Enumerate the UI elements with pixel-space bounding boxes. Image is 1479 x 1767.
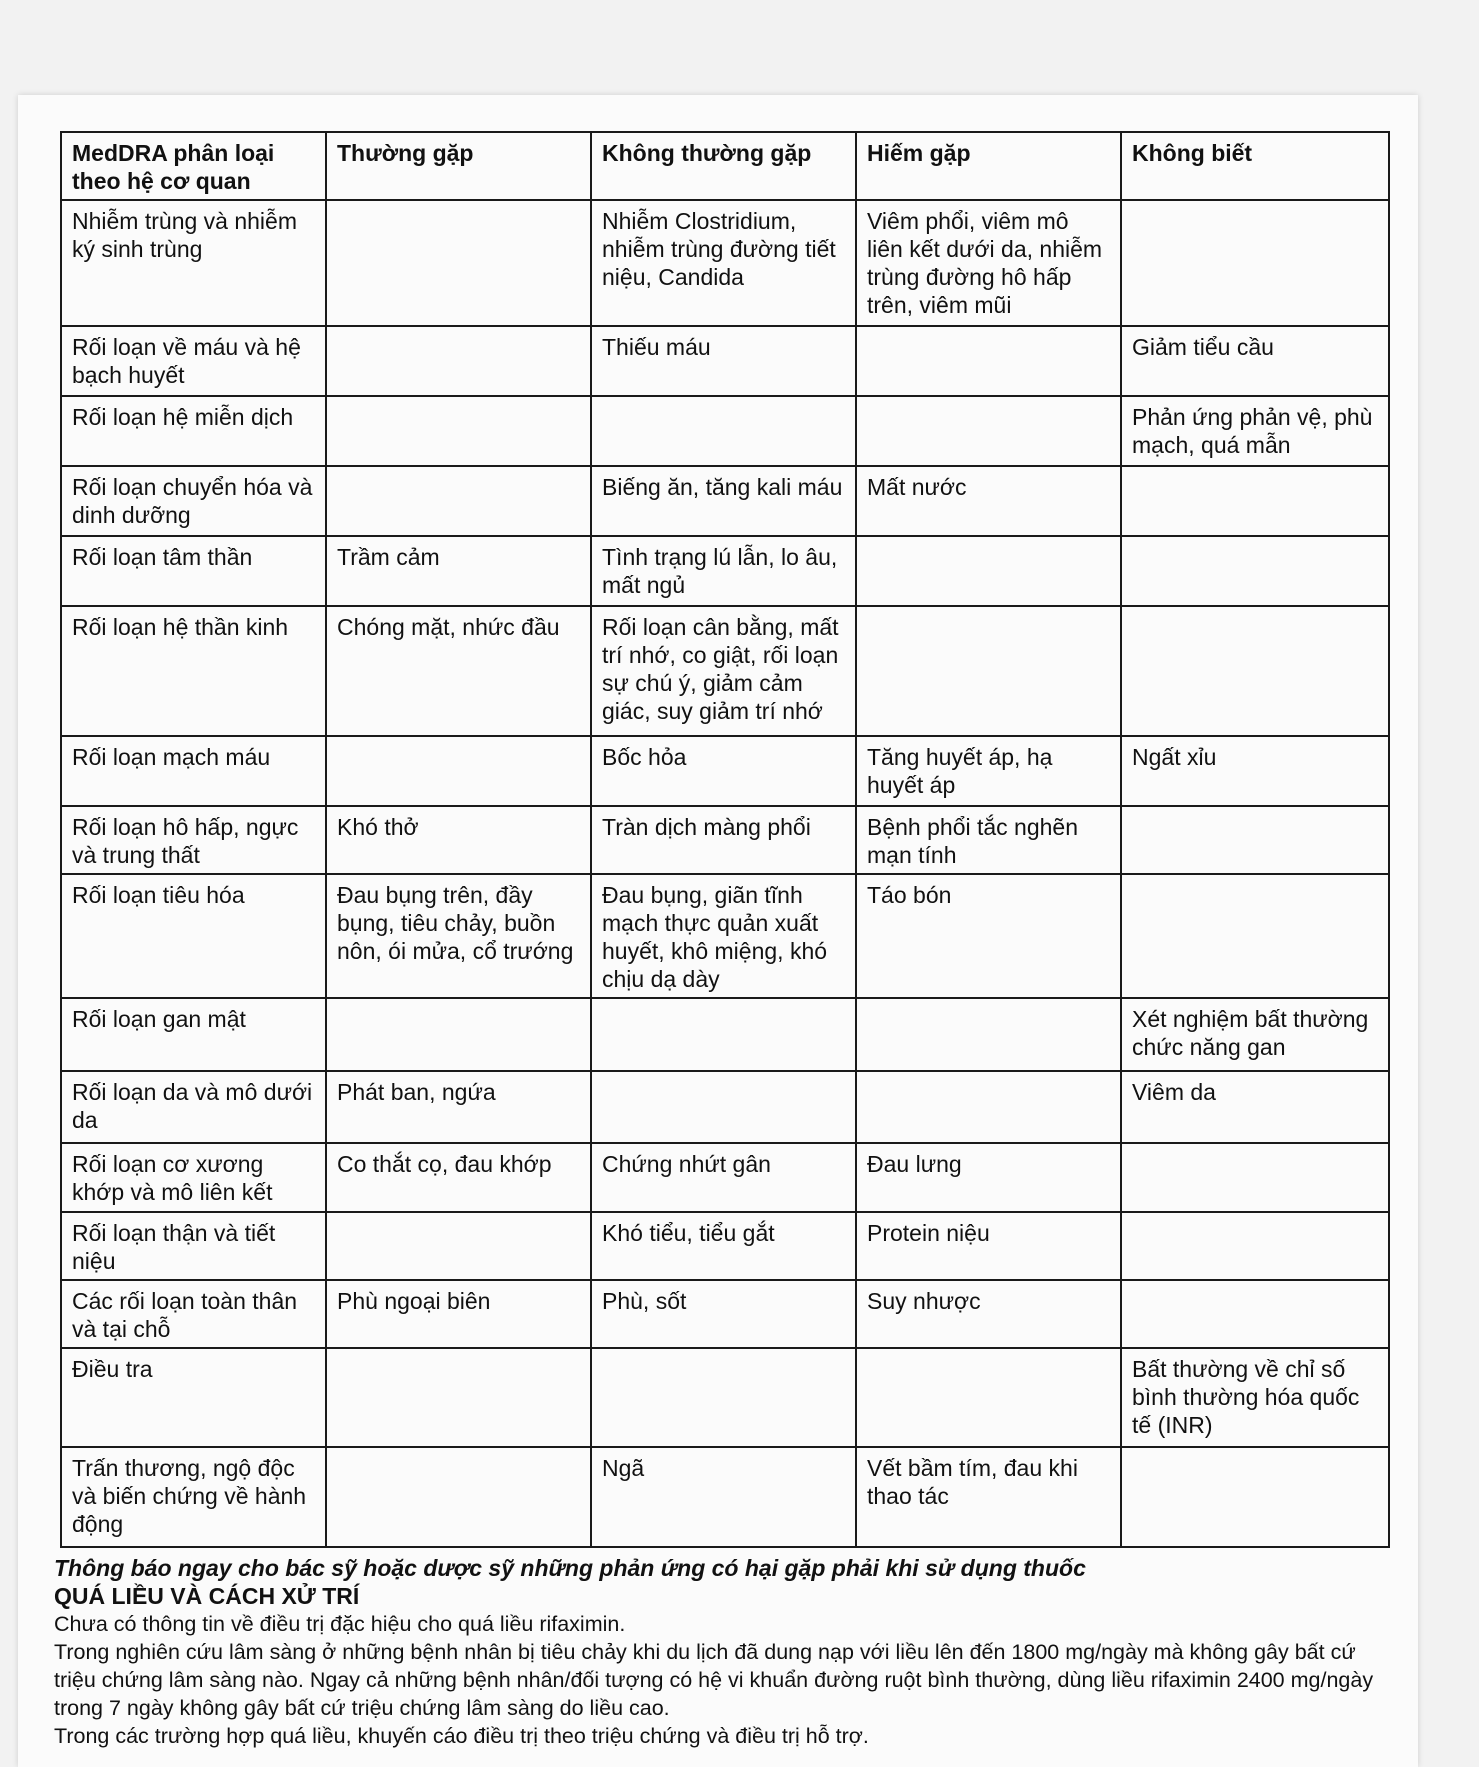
cell-uncommon: Tình trạng lú lẫn, lo âu, mất ngủ	[591, 536, 856, 606]
cell-organ-class: Điều tra	[61, 1348, 326, 1447]
cell-rare: Suy nhược	[856, 1280, 1121, 1348]
cell-rare	[856, 1348, 1121, 1447]
cell-unknown	[1121, 536, 1389, 606]
cell-uncommon: Ngã	[591, 1447, 856, 1547]
adr-report-warning: Thông báo ngay cho bác sỹ hoặc dược sỹ những phản ứng có hại gặp phải khi sử dụng thuốc	[54, 1555, 1086, 1581]
cell-common	[326, 396, 591, 466]
cell-organ-class: Rối loạn chuyển hóa và dinh dưỡng	[61, 466, 326, 536]
cell-common	[326, 466, 591, 536]
cell-rare	[856, 606, 1121, 736]
cell-uncommon: Chứng nhứt gân	[591, 1143, 856, 1212]
cell-unknown	[1121, 1280, 1389, 1348]
table-row	[61, 1280, 1389, 1348]
cell-uncommon: Nhiễm Clostridium, nhiễm trùng đường tiết niệu, Candida	[591, 200, 856, 326]
cell-common: Phù ngoại biên	[326, 1280, 591, 1348]
cell-common	[326, 1348, 591, 1447]
table-row	[61, 326, 1389, 396]
cell-rare: Viêm phổi, viêm mô liên kết dưới da, nhiễm trùng đường hô hấp trên, viêm mũi	[856, 200, 1121, 326]
cell-rare: Bệnh phổi tắc nghẽn mạn tính	[856, 806, 1121, 874]
overdose-paragraph: Chưa có thông tin về điều trị đặc hiệu cho quá liều rifaximin.	[54, 1612, 626, 1636]
cell-rare	[856, 536, 1121, 606]
cell-common: Chóng mặt, nhức đầu	[326, 606, 591, 736]
cell-unknown	[1121, 1212, 1389, 1280]
cell-common	[326, 998, 591, 1071]
cell-organ-class: Các rối loạn toàn thân và tại chỗ	[61, 1280, 326, 1348]
cell-rare	[856, 998, 1121, 1071]
cell-rare	[856, 1071, 1121, 1143]
cell-uncommon: Biếng ăn, tăng kali máu	[591, 466, 856, 536]
cell-common: Trầm cảm	[326, 536, 591, 606]
cell-organ-class: Rối loạn mạch máu	[61, 736, 326, 806]
table-row	[61, 606, 1389, 736]
cell-uncommon	[591, 1348, 856, 1447]
table-row	[61, 536, 1389, 606]
table-row	[61, 874, 1389, 998]
cell-uncommon: Phù, sốt	[591, 1280, 856, 1348]
header-meddra: MedDRA phân loại theo hệ cơ quan	[61, 132, 326, 200]
cell-common: Đau bụng trên, đầy bụng, tiêu chảy, buồn nôn, ói mửa, cổ trướng	[326, 874, 591, 998]
cell-uncommon: Khó tiểu, tiểu gắt	[591, 1212, 856, 1280]
cell-organ-class: Rối loạn tâm thần	[61, 536, 326, 606]
table-row	[61, 806, 1389, 874]
cell-rare	[856, 396, 1121, 466]
cell-unknown	[1121, 1447, 1389, 1547]
cell-organ-class: Rối loạn gan mật	[61, 998, 326, 1071]
overdose-heading: QUÁ LIỀU VÀ CÁCH XỬ TRÍ	[54, 1583, 360, 1609]
overdose-paragraph: Trong nghiên cứu lâm sàng ở những bệnh nhân bị tiêu chảy khi du lịch đã dung nạp với liều lên đến 1800 mg/ngày mà không gây bất cứ triệu chứng lâm sàng nào. Ngay cả những bệnh nhân/đối tượng có hệ vi khuẩn đường ruột bình thường, dùng liều rifaximin 2400 mg/ngày trong 7 ngày không gây bất cứ triệu chứng lâm sàng do liều cao.	[54, 1640, 1374, 1720]
cell-uncommon	[591, 998, 856, 1071]
cell-unknown: Phản ứng phản vệ, phù mạch, quá mẫn	[1121, 396, 1389, 466]
cell-unknown	[1121, 466, 1389, 536]
cell-rare: Protein niệu	[856, 1212, 1121, 1280]
cell-unknown: Xét nghiệm bất thường chức năng gan	[1121, 998, 1389, 1071]
table-row	[61, 736, 1389, 806]
header-unknown: Không biết	[1121, 132, 1389, 200]
cell-common	[326, 326, 591, 396]
table-row	[61, 1143, 1389, 1212]
table-row	[61, 1447, 1389, 1547]
cell-uncommon: Đau bụng, giãn tĩnh mạch thực quản xuất huyết, khô miệng, khó chịu dạ dày	[591, 874, 856, 998]
cell-uncommon: Thiếu máu	[591, 326, 856, 396]
cell-unknown	[1121, 200, 1389, 326]
cell-unknown: Giảm tiểu cầu	[1121, 326, 1389, 396]
adverse-reactions-table	[60, 131, 1390, 1548]
table-row	[61, 396, 1389, 466]
cell-rare: Mất nước	[856, 466, 1121, 536]
cell-common: Khó thở	[326, 806, 591, 874]
cell-rare	[856, 326, 1121, 396]
table-header-row	[61, 132, 1389, 200]
cell-unknown	[1121, 1143, 1389, 1212]
cell-uncommon	[591, 1071, 856, 1143]
cell-unknown	[1121, 874, 1389, 998]
cell-rare: Táo bón	[856, 874, 1121, 998]
cell-organ-class: Rối loạn hệ miễn dịch	[61, 396, 326, 466]
cell-unknown: Viêm da	[1121, 1071, 1389, 1143]
cell-unknown	[1121, 606, 1389, 736]
cell-organ-class: Rối loạn tiêu hóa	[61, 874, 326, 998]
table-row	[61, 200, 1389, 326]
cell-unknown: Bất thường về chỉ số bình thường hóa quốc tế (INR)	[1121, 1348, 1389, 1447]
table-row	[61, 1071, 1389, 1143]
cell-unknown	[1121, 806, 1389, 874]
cell-rare: Tăng huyết áp, hạ huyết áp	[856, 736, 1121, 806]
document-notes	[54, 1554, 1394, 1750]
cell-organ-class: Rối loạn da và mô dưới da	[61, 1071, 326, 1143]
cell-common: Co thắt cọ, đau khớp	[326, 1143, 591, 1212]
cell-organ-class: Nhiễm trùng và nhiễm ký sinh trùng	[61, 200, 326, 326]
cell-organ-class: Rối loạn hệ thần kinh	[61, 606, 326, 736]
cell-common	[326, 1447, 591, 1547]
cell-rare: Vết bầm tím, đau khi thao tác	[856, 1447, 1121, 1547]
table-row	[61, 998, 1389, 1071]
cell-organ-class: Trấn thương, ngộ độc và biến chứng về hành động	[61, 1447, 326, 1547]
cell-organ-class: Rối loạn về máu và hệ bạch huyết	[61, 326, 326, 396]
cell-organ-class: Rối loạn cơ xương khớp và mô liên kết	[61, 1143, 326, 1212]
overdose-paragraph: Trong các trường hợp quá liều, khuyến cáo điều trị theo triệu chứng và điều trị hỗ trợ.	[54, 1724, 869, 1748]
table-row	[61, 466, 1389, 536]
cell-common	[326, 1212, 591, 1280]
cell-common	[326, 200, 591, 326]
table-row	[61, 1212, 1389, 1280]
table-row	[61, 1348, 1389, 1447]
cell-unknown: Ngất xỉu	[1121, 736, 1389, 806]
cell-rare: Đau lưng	[856, 1143, 1121, 1212]
cell-organ-class: Rối loạn thận và tiết niệu	[61, 1212, 326, 1280]
cell-uncommon: Tràn dịch màng phổi	[591, 806, 856, 874]
cell-uncommon: Bốc hỏa	[591, 736, 856, 806]
cell-organ-class: Rối loạn hô hấp, ngực và trung thất	[61, 806, 326, 874]
header-common: Thường gặp	[326, 132, 591, 200]
cell-common: Phát ban, ngứa	[326, 1071, 591, 1143]
cell-common	[326, 736, 591, 806]
cell-uncommon: Rối loạn cân bằng, mất trí nhớ, co giật, rối loạn sự chú ý, giảm cảm giác, suy giảm trí nhớ	[591, 606, 856, 736]
header-uncommon: Không thường gặp	[591, 132, 856, 200]
header-rare: Hiếm gặp	[856, 132, 1121, 200]
cell-uncommon	[591, 396, 856, 466]
